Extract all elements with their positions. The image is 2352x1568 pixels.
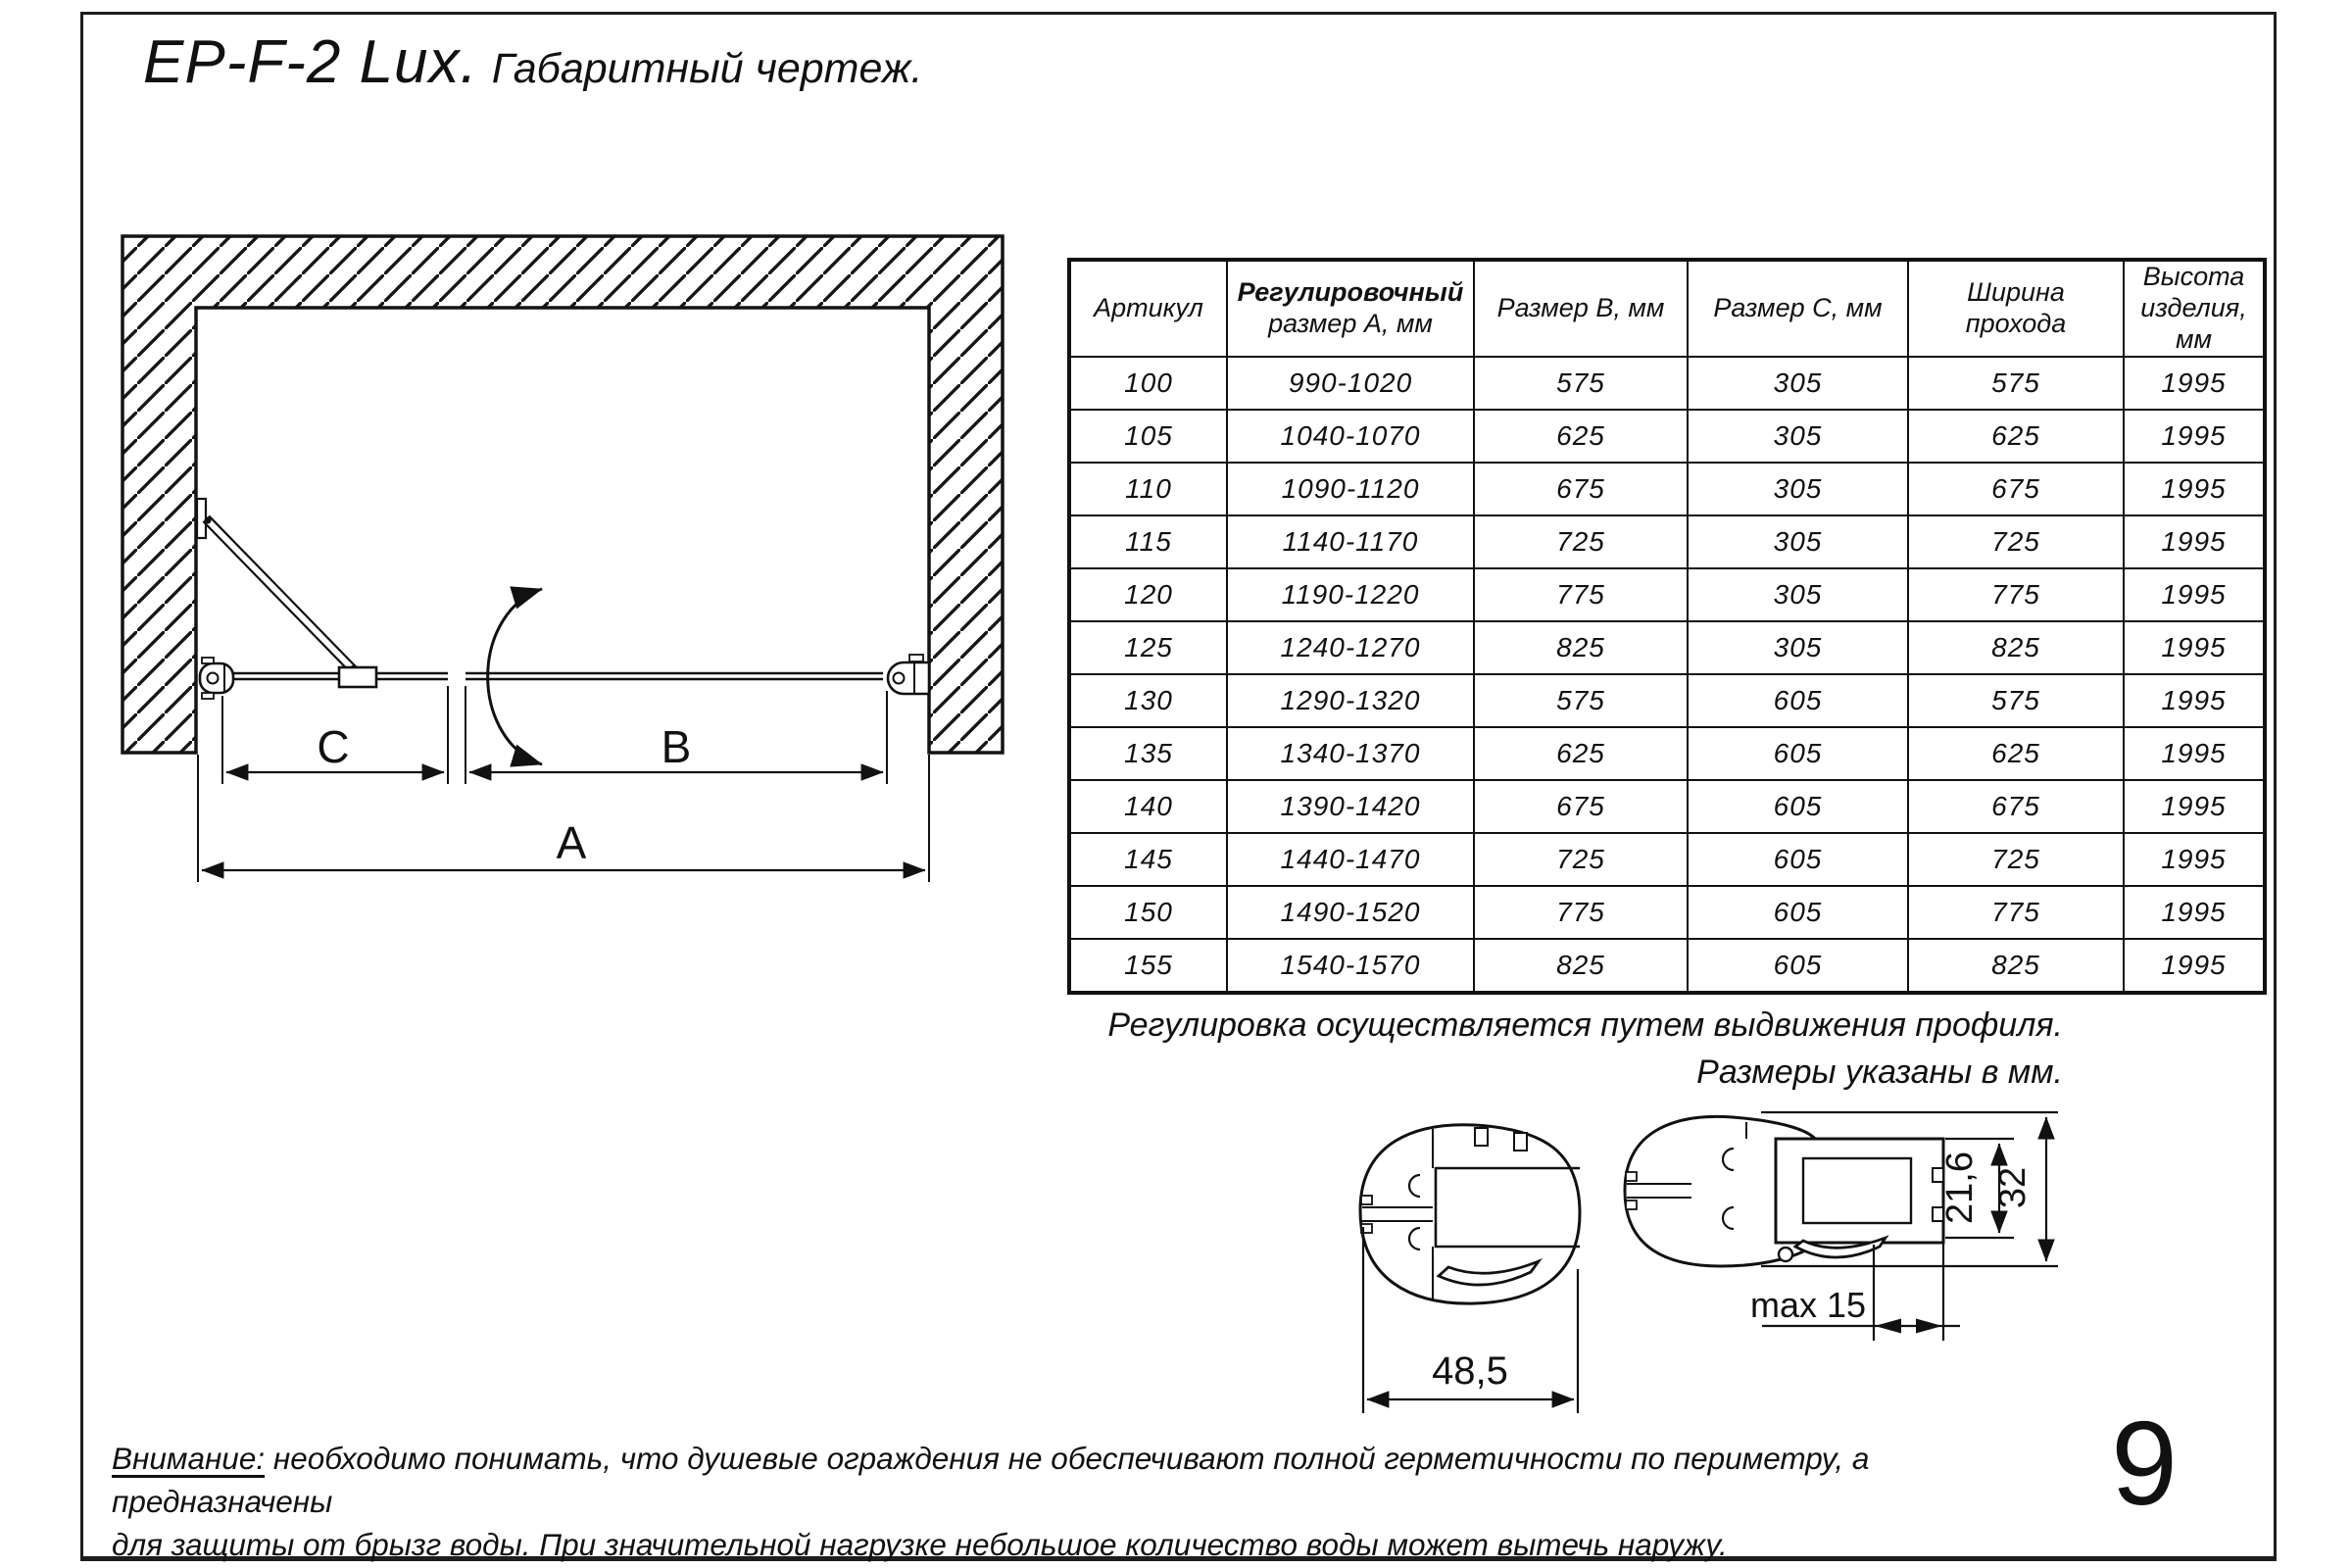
table-row: 135 1340-1370 625 605 625 1995: [1069, 727, 2265, 780]
col-size-a: Регулировочный размер A, мм: [1227, 260, 1474, 357]
dim-inner-height-label: 21,6: [1939, 1152, 1981, 1224]
table-row: 145 1440-1470 725 605 725 1995: [1069, 833, 2265, 886]
page-number: 9: [2111, 1396, 2178, 1530]
table-row: 120 1190-1220 775 305 775 1995: [1069, 568, 2265, 621]
dim-outer-height-label: 32: [1992, 1166, 2034, 1209]
drawing-type: Габаритный чертеж.: [491, 45, 923, 92]
table-row: 140 1390-1420 675 605 675 1995: [1069, 780, 2265, 833]
table-row: 110 1090-1120 675 305 675 1995: [1069, 463, 2265, 515]
table-row: 100 990-1020 575 305 575 1995: [1069, 357, 2265, 410]
dim-label-a: A: [556, 817, 587, 868]
dim-width-label: 48,5: [1432, 1349, 1508, 1393]
warning-line-2: для защиты от брызг воды. При значительной нагрузке небольшое количество воды может вытечь наружу.: [112, 1527, 1728, 1563]
col-size-b: Размер B, мм: [1474, 260, 1688, 357]
wall-hatched: [122, 236, 1003, 753]
dim-label-c: C: [317, 721, 350, 772]
dim-label-b: B: [661, 721, 692, 772]
col-passage: Ширина прохода: [1908, 260, 2124, 357]
size-table: [1067, 258, 2267, 995]
right-wall-profile: [888, 655, 929, 694]
table-row: 105 1040-1070 625 305 625 1995: [1069, 410, 2265, 463]
support-bar: [204, 516, 359, 675]
table-row: 115 1140-1170 725 305 725 1995: [1069, 515, 2265, 568]
note-line-2: Размеры указаны в мм.: [1696, 1054, 2063, 1092]
warning-text: [112, 1437, 2072, 1566]
warning-label: Внимание:: [112, 1441, 266, 1476]
table-row: 155 1540-1570 825 605 825 1995: [1069, 939, 2265, 993]
col-article: Артикул: [1069, 260, 1227, 357]
profile-closed: [1360, 1125, 1580, 1303]
profile-sections: [1343, 1098, 2087, 1421]
plan-drawing: [88, 225, 1019, 902]
table-header-row: [1069, 260, 2265, 357]
table-row: 130 1290-1320 575 605 575 1995: [1069, 674, 2265, 727]
table-row: 125 1240-1270 825 305 825 1995: [1069, 621, 2265, 674]
table-row: 150 1490-1520 775 605 775 1995: [1069, 886, 2265, 939]
dim-max-label: max 15: [1749, 1285, 1867, 1325]
col-size-c: Размер C, мм: [1688, 260, 1908, 357]
profile-adjustable: [1625, 1116, 1943, 1266]
left-wall-profile: [200, 658, 233, 699]
bar-connector-block: [339, 667, 376, 687]
model-name: EP-F-2 Lux.: [143, 28, 478, 96]
page-title: [143, 27, 922, 97]
col-height: Высота изделия, мм: [2124, 260, 2265, 357]
support-bar-bracket: [197, 499, 206, 538]
note-line-1: Регулировка осуществляется путем выдвижения профиля.: [1107, 1006, 2063, 1044]
door-swing-arc: [488, 589, 542, 764]
glass-screen: [233, 673, 883, 679]
warning-line-1: Внимание: необходимо понимать, что душевые ограждения не обеспечивают полной герметичности по периметру, а предназначены: [112, 1441, 1870, 1520]
adjustment-notes: [1107, 1002, 2063, 1097]
